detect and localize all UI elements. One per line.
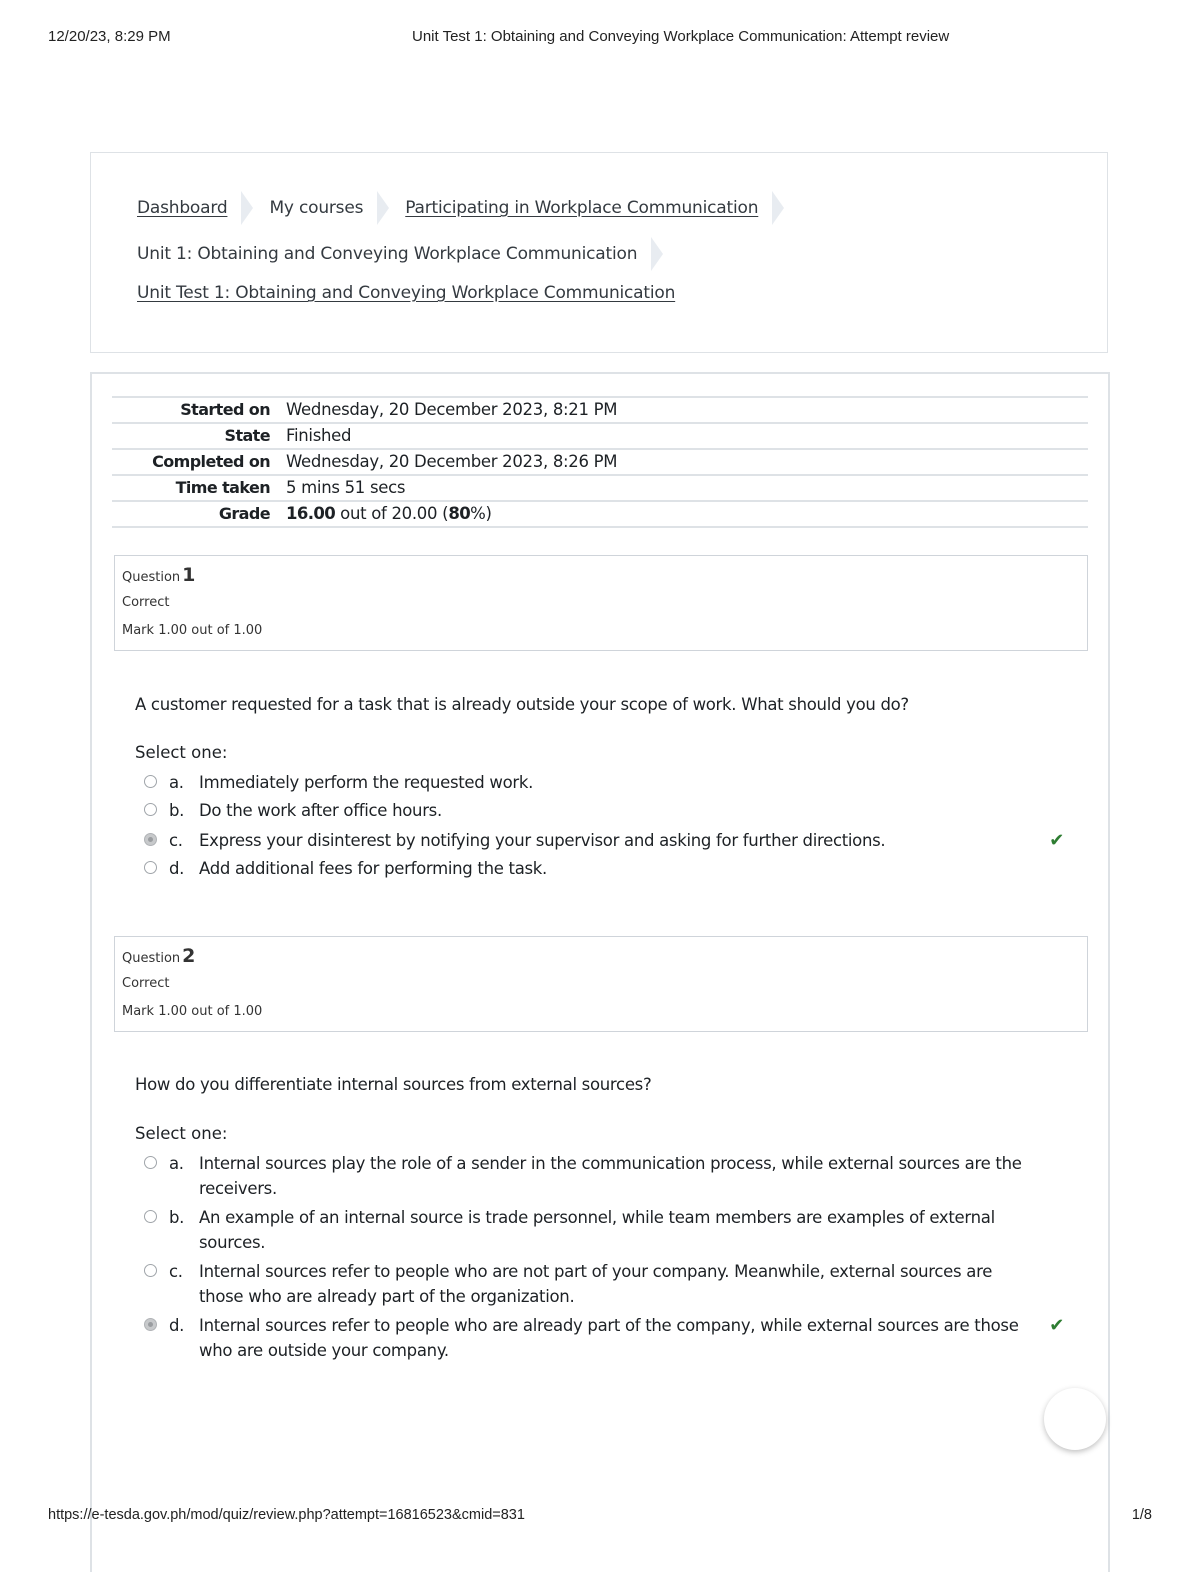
radio-button-selected[interactable] xyxy=(144,833,157,846)
print-page-number: 1/8 xyxy=(1131,1507,1152,1523)
option-letter: a. xyxy=(169,1154,184,1173)
question-mark: Mark 1.00 out of 1.00 xyxy=(122,623,263,638)
option-2d[interactable] xyxy=(144,1313,1064,1367)
question-number-value: 1 xyxy=(182,564,196,586)
radio-button[interactable] xyxy=(144,1210,157,1223)
question-state: Correct xyxy=(122,595,170,610)
started-value: Wednesday, 20 December 2023, 8:21 PM xyxy=(286,400,618,419)
option-2a[interactable] xyxy=(144,1151,1064,1205)
attempt-review-card xyxy=(90,372,1110,1572)
question-mark: Mark 1.00 out of 1.00 xyxy=(122,1004,263,1019)
state-label: State xyxy=(224,426,270,445)
option-letter: d. xyxy=(169,859,185,878)
completed-value: Wednesday, 20 December 2023, 8:26 PM xyxy=(286,452,618,471)
floating-action-button[interactable] xyxy=(1044,1388,1106,1450)
breadcrumb-separator-icon xyxy=(772,191,784,225)
question-number xyxy=(122,564,195,586)
option-1b[interactable] xyxy=(144,798,1064,828)
check-icon: ✔ xyxy=(1049,830,1064,851)
breadcrumb-course-link[interactable]: Participating in Workplace Communication xyxy=(405,198,759,218)
radio-button[interactable] xyxy=(144,803,157,816)
summary-row-grade xyxy=(112,501,1088,527)
breadcrumb-row xyxy=(137,191,800,225)
breadcrumb-separator-icon xyxy=(377,191,389,225)
option-1c[interactable] xyxy=(144,828,1064,856)
question-text-2: How do you differentiate internal sources from external sources? xyxy=(135,1075,652,1094)
radio-button[interactable] xyxy=(144,1264,157,1277)
started-label: Started on xyxy=(180,400,270,419)
question-info-1 xyxy=(114,555,1088,651)
print-url: https://e-tesda.gov.ph/mod/quiz/review.php?attempt=16816523&cmid=831 xyxy=(48,1507,525,1523)
option-letter: b. xyxy=(169,1208,185,1227)
option-text: An example of an internal source is trade personnel, while team members are examples of external sources. xyxy=(199,1208,995,1252)
option-letter: d. xyxy=(169,1316,185,1335)
option-letter: a. xyxy=(169,773,184,792)
option-letter: c. xyxy=(169,831,183,850)
print-datetime: 12/20/23, 8:29 PM xyxy=(48,28,171,45)
check-icon: ✔ xyxy=(1049,1315,1064,1336)
summary-row-completed xyxy=(112,449,1088,475)
summary-row-started xyxy=(112,397,1088,423)
completed-label: Completed on xyxy=(152,452,270,471)
breadcrumb-dashboard-link[interactable]: Dashboard xyxy=(137,198,228,218)
grade-label: Grade xyxy=(218,504,270,523)
option-1d[interactable] xyxy=(144,856,1064,884)
breadcrumb-separator-icon xyxy=(651,237,663,271)
time-value: 5 mins 51 secs xyxy=(286,478,406,497)
attempt-summary-table xyxy=(112,396,1088,528)
breadcrumb-unit[interactable]: Unit 1: Obtaining and Conveying Workplace Communication xyxy=(137,244,638,264)
question-number xyxy=(122,945,195,967)
grade-value: 16.00 out of 20.00 (80%) xyxy=(286,504,492,523)
question-info-2 xyxy=(114,936,1088,1032)
option-text: Internal sources refer to people who are already part of the company, while external sources are those who are outside your company. xyxy=(199,1316,1019,1360)
option-text: Immediately perform the requested work. xyxy=(199,773,534,792)
answer-options-1 xyxy=(144,770,1064,884)
radio-button[interactable] xyxy=(144,861,157,874)
question-label: Question xyxy=(122,570,181,585)
radio-button-selected[interactable] xyxy=(144,1318,157,1331)
grade-percent: 80 xyxy=(448,504,471,523)
option-1a[interactable] xyxy=(144,770,1064,798)
question-label: Question xyxy=(122,951,181,966)
summary-row-state xyxy=(112,423,1088,449)
radio-button[interactable] xyxy=(144,1156,157,1169)
option-text: Add additional fees for performing the task. xyxy=(199,859,548,878)
option-text: Express your disinterest by notifying your supervisor and asking for further directions. xyxy=(199,831,886,850)
option-text: Do the work after office hours. xyxy=(199,801,442,820)
option-letter: b. xyxy=(169,801,185,820)
question-state: Correct xyxy=(122,976,170,991)
breadcrumb-test-link[interactable]: Unit Test 1: Obtaining and Conveying Workplace Communication xyxy=(137,283,676,303)
print-title: Unit Test 1: Obtaining and Conveying Workplace Communication: Attempt review xyxy=(412,28,950,45)
print-header xyxy=(48,28,1152,48)
option-2c[interactable] xyxy=(144,1259,1064,1313)
question-text-1: A customer requested for a task that is already outside your scope of work. What should you do? xyxy=(135,695,909,714)
option-letter: c. xyxy=(169,1262,183,1281)
grade-outof: out of 20.00 xyxy=(340,504,438,523)
print-footer xyxy=(48,1507,1152,1527)
breadcrumb-row xyxy=(137,237,679,271)
breadcrumb-separator-icon xyxy=(241,191,253,225)
option-text: Internal sources refer to people who are not part of your company. Meanwhile, external sources are those who are already part of the organization. xyxy=(199,1262,993,1306)
summary-row-time xyxy=(112,475,1088,501)
select-one-label: Select one: xyxy=(135,1124,228,1143)
breadcrumb xyxy=(90,152,1108,353)
breadcrumb-my-courses[interactable]: My courses xyxy=(269,198,364,218)
option-2b[interactable] xyxy=(144,1205,1064,1259)
question-number-value: 2 xyxy=(182,945,196,967)
breadcrumb-row xyxy=(137,283,675,303)
radio-button[interactable] xyxy=(144,775,157,788)
state-value: Finished xyxy=(286,426,352,445)
grade-score: 16.00 xyxy=(286,504,336,523)
select-one-label: Select one: xyxy=(135,743,228,762)
time-label: Time taken xyxy=(175,478,270,497)
option-text: Internal sources play the role of a sender in the communication process, while external sources are the receivers. xyxy=(199,1154,1022,1198)
answer-options-2 xyxy=(144,1151,1064,1367)
